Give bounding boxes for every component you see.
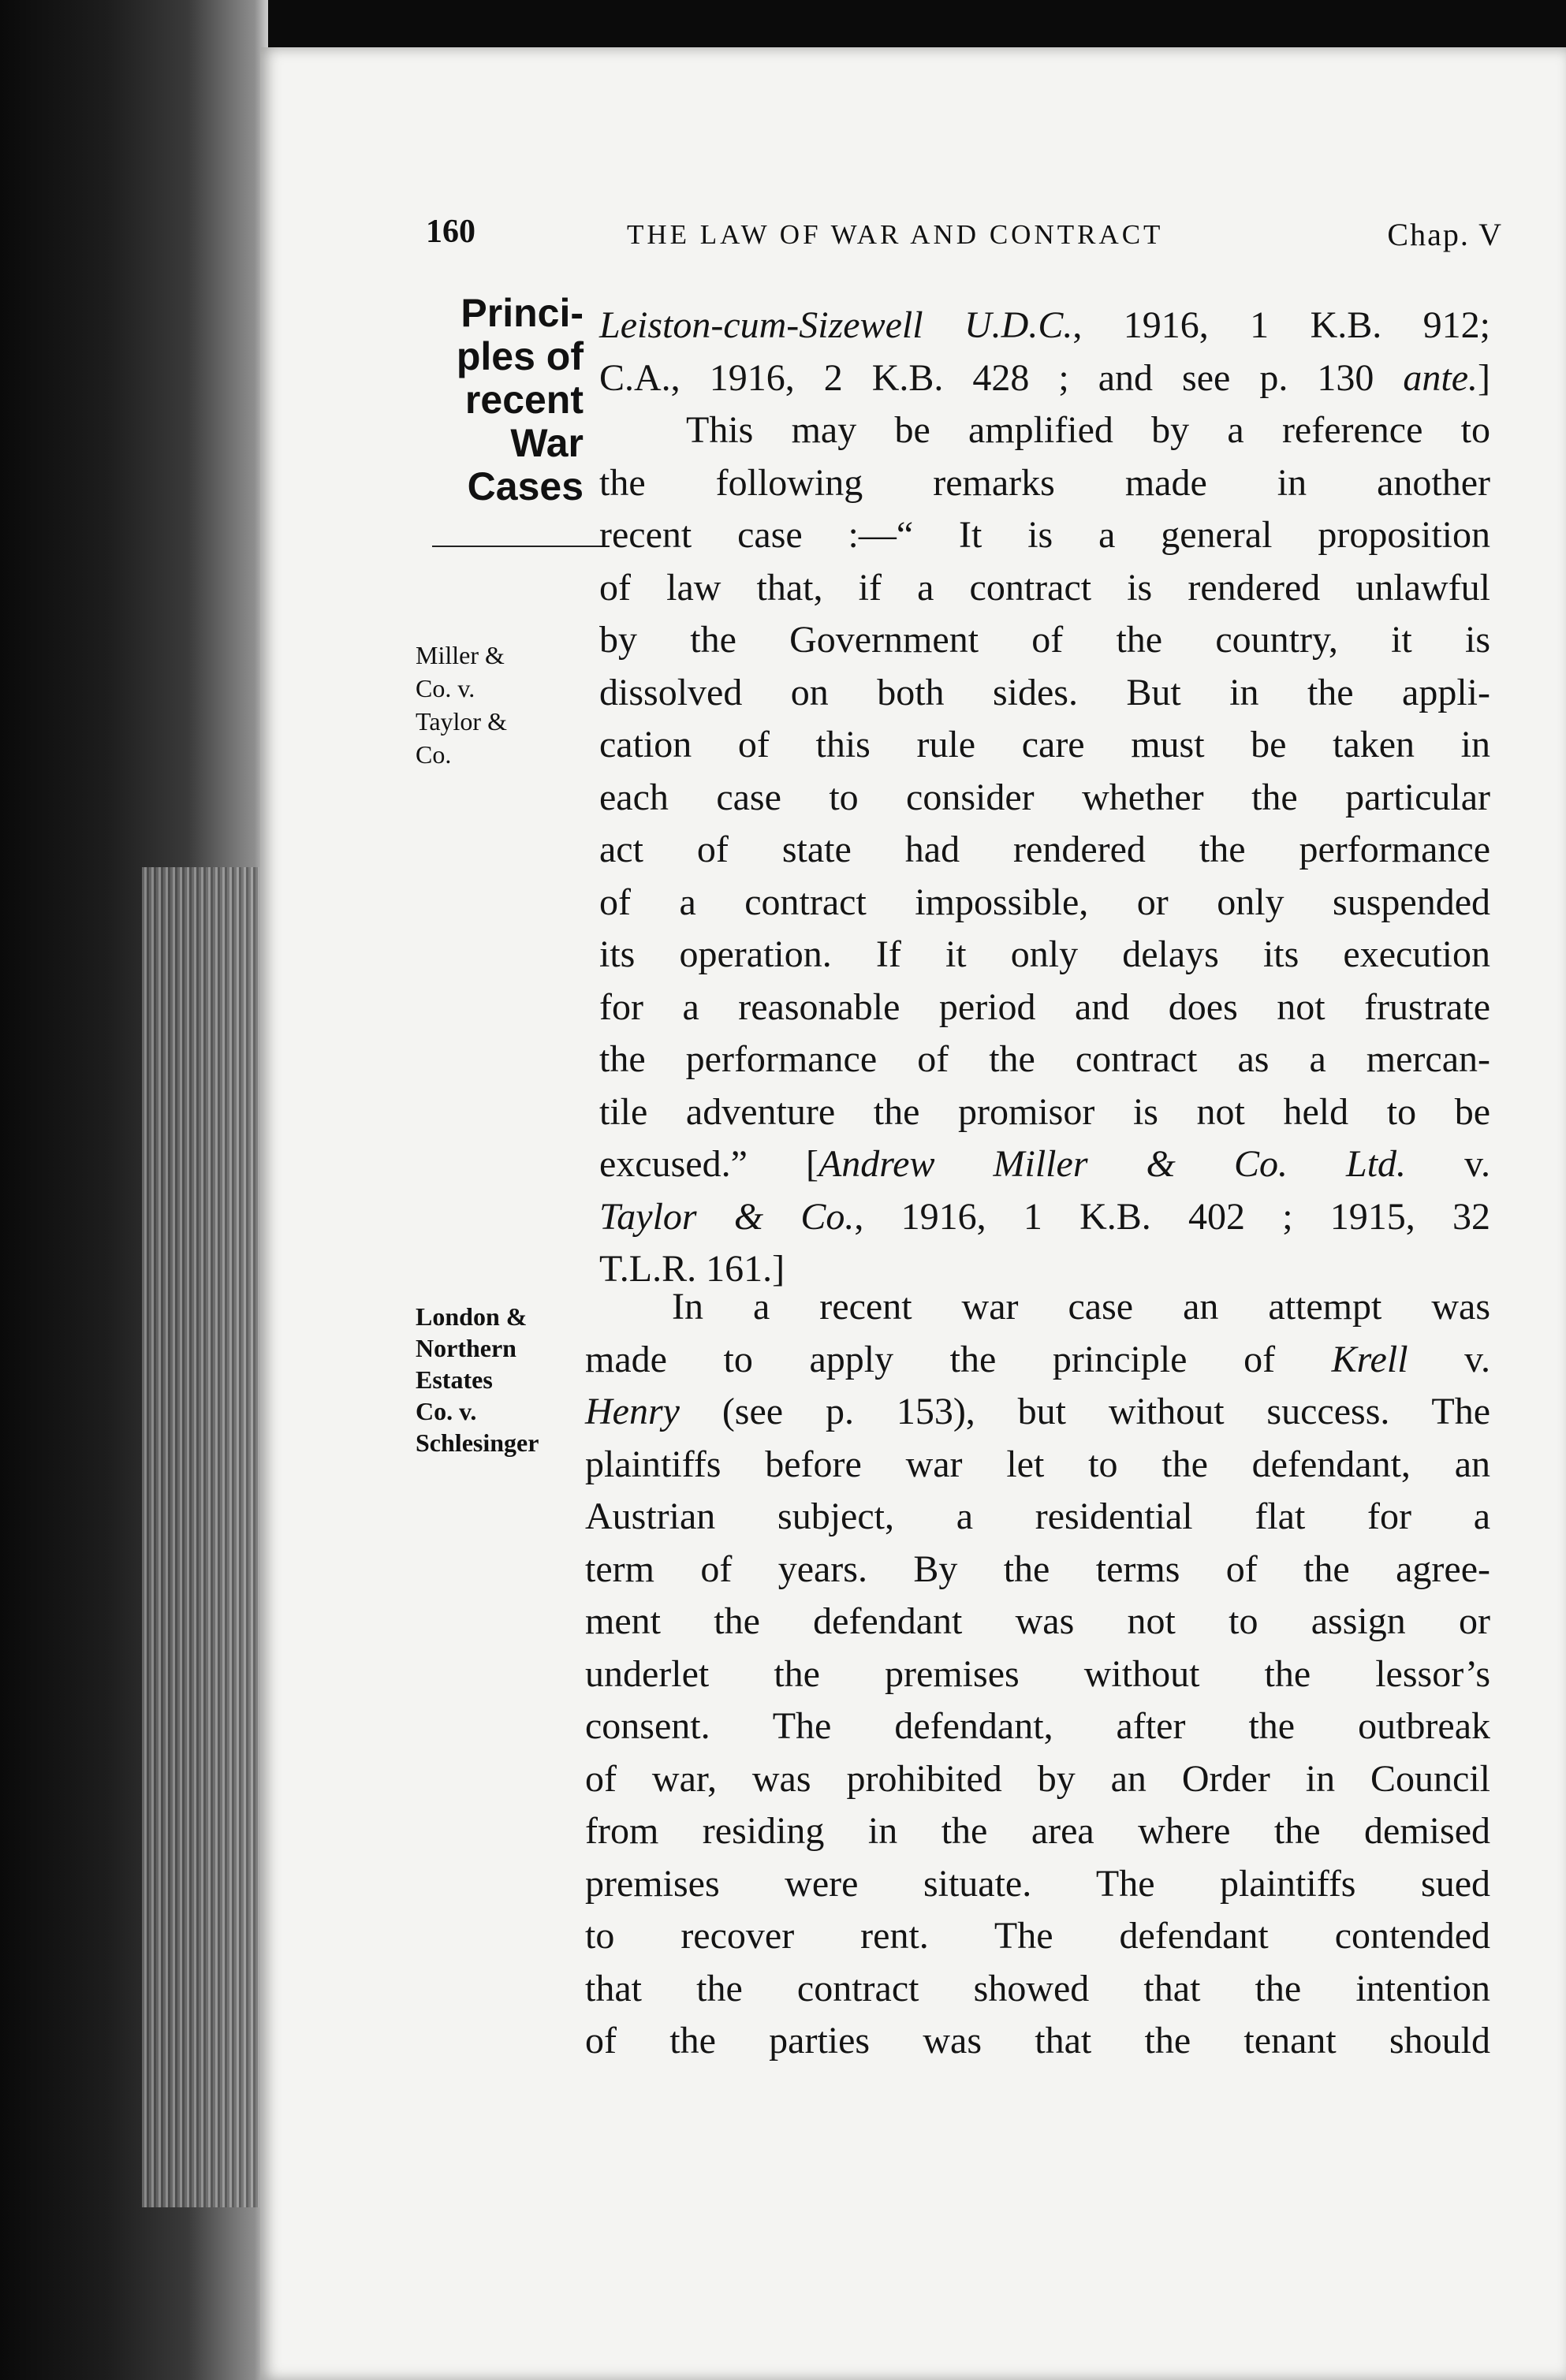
text-line: of law that, if a contract is rendered unlawful — [599, 566, 1490, 609]
margin-heading-line: Cases — [467, 464, 584, 508]
text-line: Taylor & Co., 1916, 1 K.B. 402 ; 1915, 32 — [599, 1195, 1491, 1238]
margin-case-london — [416, 1301, 539, 1458]
chapter-label: Chap. V — [1387, 217, 1503, 252]
text-line: cation of this rule care must be taken in — [599, 724, 1490, 765]
text-line: Leiston-cum-Sizewell U.D.C., 1916, 1 K.B. 912; — [599, 304, 1490, 346]
page-header — [426, 213, 1503, 260]
margin-case-line: Miller & — [416, 641, 505, 669]
text-line: This may be amplified by a reference to — [686, 409, 1490, 451]
margin-case-line: Co. v. — [416, 674, 475, 702]
text-line: tile adventure the promisor is not held to be — [599, 1090, 1490, 1133]
text-line: the following remarks made in another — [599, 461, 1490, 504]
text-line: of the parties was that the tenant should — [585, 2020, 1490, 2062]
text-line: T.L.R. 161.] — [599, 1248, 785, 1290]
text-line: Austrian subject, a residential flat for a — [585, 1495, 1490, 1537]
page-edges — [142, 867, 260, 2207]
margin-heading-line: Princi- — [460, 291, 584, 335]
margin-case-line: Northern — [416, 1334, 516, 1362]
page-number: 160 — [426, 214, 475, 250]
text-line: made to apply the principle of Krell v. — [585, 1338, 1490, 1380]
text-line: from residing in the area where the demised — [585, 1810, 1490, 1852]
margin-heading-line: War — [510, 421, 584, 465]
body-paragraph-2 — [585, 1281, 1490, 2068]
margin-case-line: Taylor & — [416, 707, 507, 736]
text-line: premises were situate. The plaintiffs sued — [585, 1862, 1490, 1905]
text-line: to recover rent. The defendant contended — [585, 1915, 1490, 1957]
margin-case-line: Estates — [416, 1365, 493, 1394]
text-line: of a contract impossible, or only suspended — [599, 881, 1490, 923]
margin-case-line: London & — [416, 1302, 528, 1331]
text-line: Henry (see p. 153), but without success. The — [585, 1391, 1490, 1432]
text-line: each case to consider whether the particular — [599, 776, 1490, 818]
text-line: consent. The defendant, after the outbreak — [585, 1705, 1490, 1747]
text-line: In a recent war case an attempt was — [672, 1286, 1490, 1328]
text-line: plaintiffs before war let to the defendant, an — [585, 1443, 1490, 1485]
text-line: act of state had rendered the performance — [599, 829, 1490, 870]
margin-case-line: Co. v. — [416, 1397, 477, 1425]
margin-case-line: Schlesinger — [416, 1428, 539, 1457]
text-line: underlet the premises without the lessor’s — [585, 1652, 1490, 1695]
text-line: term of years. By the terms of the agree- — [585, 1548, 1490, 1590]
text-line: C.A., 1916, 2 K.B. 428 ; and see p. 130 ante.] — [599, 356, 1490, 399]
running-title: THE LAW OF WAR AND CONTRACT — [627, 219, 1164, 250]
text-line: ment the defendant was not to assign or — [585, 1600, 1490, 1642]
margin-heading — [410, 292, 584, 508]
text-line: excused.” [Andrew Miller & Co. Ltd. v. — [599, 1143, 1490, 1185]
margin-case-miller — [416, 639, 507, 771]
margin-case-line: Co. — [416, 740, 452, 769]
text-line: by the Government of the country, it is — [599, 619, 1490, 661]
margin-heading-line: ples of — [456, 334, 584, 378]
text-line: recent case :—“ It is a general proposition — [599, 514, 1490, 556]
text-line: that the contract showed that the intention — [585, 1967, 1490, 2009]
text-line: its operation. If it only delays its execution — [599, 933, 1490, 975]
body-paragraph-1 — [599, 300, 1490, 1296]
text-line: for a reasonable period and does not frustrate — [599, 985, 1490, 1028]
margin-heading-line: recent — [464, 378, 584, 422]
margin-divider — [432, 546, 610, 547]
text-line: dissolved on both sides. But in the appli- — [599, 671, 1490, 713]
text-line: the performance of the contract as a mercan- — [599, 1038, 1490, 1080]
text-line: of war, was prohibited by an Order in Council — [585, 1757, 1490, 1800]
